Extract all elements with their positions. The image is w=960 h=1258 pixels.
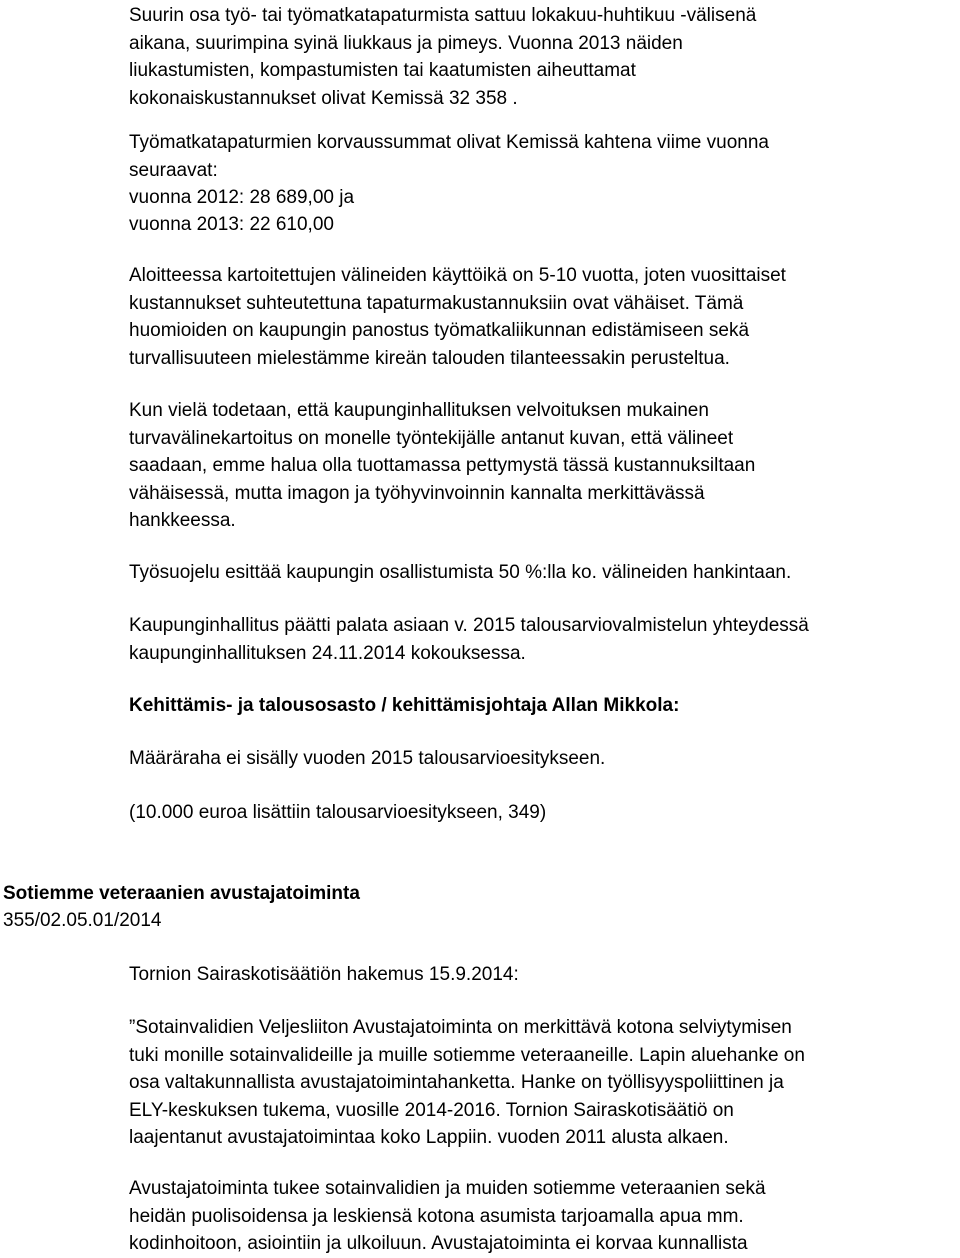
paragraph-accident-costs: Suurin osa työ- tai työmatkatapaturmista sattuu lokakuu-huhtikuu -välisenä aikana, suurimpina syinä liukkaus ja pimeys. Vuonna 2013 näiden liukastumisten, kompastumisten tai kaatumisten aiheuttamat kokonaiskustannukset olivat Kemissä 32 358 . xyxy=(129,5,757,109)
paragraph-budget-note: (10.000 euroa lisättiin talousarvioesitykseen, 349) xyxy=(129,802,547,823)
paragraph-application-heading: Tornion Sairaskotisäätiön hakemus 15.9.2014: xyxy=(129,964,519,985)
paragraph-compensation-intro: Työmatkatapaturmien korvaussummat olivat Kemissä kahtena viime vuonna seuraavat: xyxy=(129,132,769,181)
paragraph-assistant-activity: Avustajatoiminta tukee sotainvalidien ja muiden sotiemme veteraanien sekä heidän puolisoidensa ja leskiensä kotona asumista tarjoamalla apua mm. kodinhoitoon, asiointiin ja ulkoiluun. Avustajatoiminta ei korvaa kunnallista xyxy=(129,1178,766,1254)
paragraph-safety-survey: Kun vielä todetaan, että kaupunginhallituksen velvoituksen mukainen turvavälinekartoitus on monelle työntekijälle antanut kuvan, että välineet saadaan, emme halua olla tuottamassa pettymystä tässä kustannuksiltaan vähäisessä, mutta imagon ja työhyvinvoinnin kannalta merkittävässä hankkeessa. xyxy=(129,400,756,531)
compensation-2012: vuonna 2012: 28 689,00 ja xyxy=(129,187,355,208)
heading-development-department: Kehittämis- ja talousosasto / kehittämisjohtaja Allan Mikkola: xyxy=(129,695,680,716)
paragraph-equipment-lifetime: Aloitteessa kartoitettujen välineiden käyttöikä on 5-10 vuotta, joten vuosittaiset kustannukset suhteutettuna tapaturmakustannuksiin ovat vähäiset. Tämä huomioiden on kaupungin panostus työmatkaliikunnan edistämiseen sekä turvallisuuteen mielestämme kireän talouden tilanteessakin perusteltua. xyxy=(129,265,786,369)
paragraph-city-board-decision: Kaupunginhallitus päätti palata asiaan v. 2015 talousarviovalmistelun yhteydessä kaupunginhallituksen 24.11.2014 kokouksessa. xyxy=(129,615,809,664)
section-reference-number: 355/02.05.01/2014 xyxy=(3,910,162,931)
compensation-2013: vuonna 2013: 22 610,00 xyxy=(129,214,334,235)
paragraph-veterans-association: ”Sotainvalidien Veljesliiton Avustajatoiminta on merkittävä kotona selviytymisen tuki monille sotainvalideille ja muille sotiemme veteraaneille. Lapin aluehanke on osa valtakunnallista avustajatoimintahanketta. Hanke on työllisyyspoliittinen ja ELY-keskuksen tukema, vuosille 2014-2016. Tornion Sairaskotisäätiö on laajentanut avustajatoimintaa koko Lappiin. vuoden 2011 alusta alkaen. xyxy=(129,1017,805,1148)
paragraph-occupational-safety-proposal: Työsuojelu esittää kaupungin osallistumista 50 %:lla ko. välineiden hankintaan. xyxy=(129,562,792,583)
section-title: Sotiemme veteraanien avustajatoiminta xyxy=(3,883,360,904)
paragraph-appropriation: Määräraha ei sisälly vuoden 2015 talousarvioesitykseen. xyxy=(129,748,606,769)
